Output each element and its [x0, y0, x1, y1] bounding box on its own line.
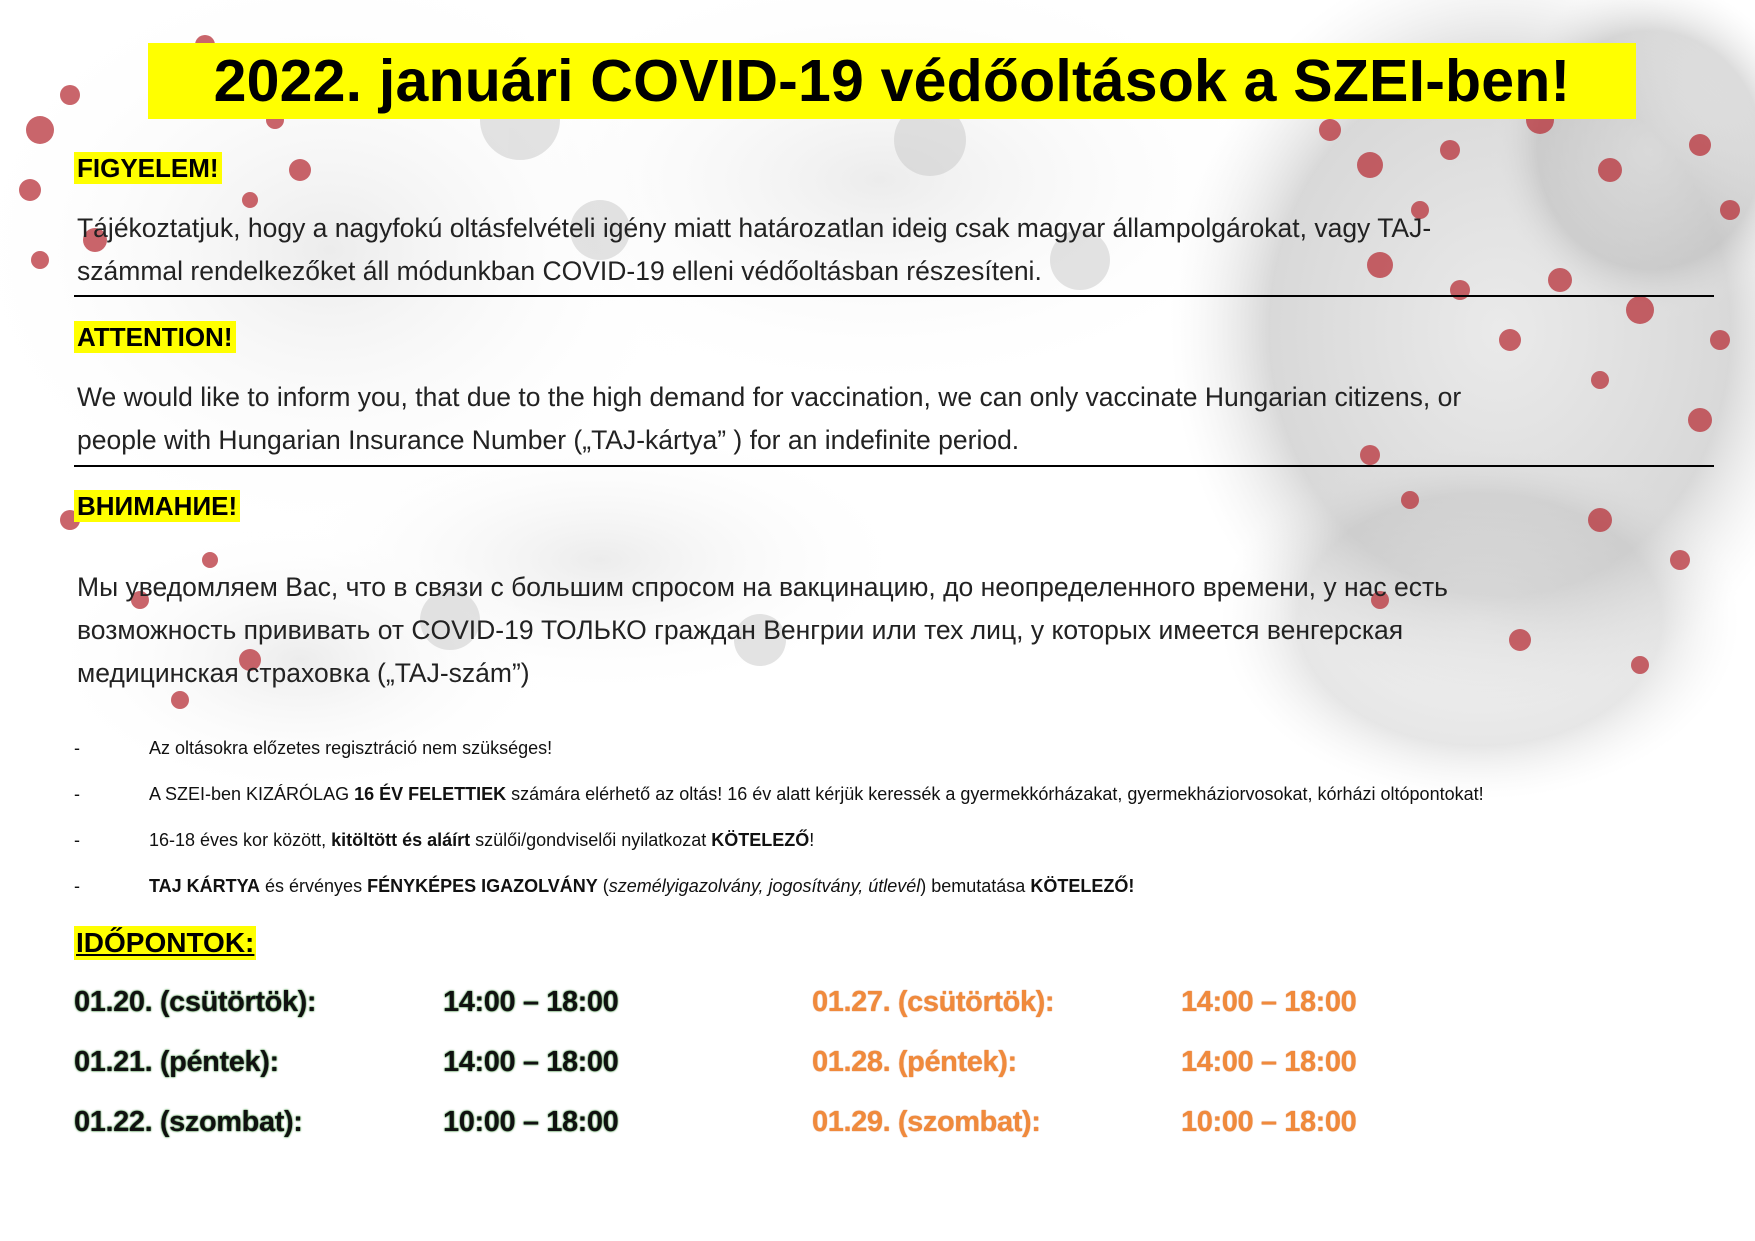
russian-line-1: Мы уведомляем Вас, что в связи с большим спросом на вакцинацию, до неопределенного времени, у нас есть	[77, 572, 1448, 602]
russian-line-2: возможность прививать от COVID-19 ТОЛЬКО граждан Венгрии или тех лиц, у которых имеется венгерская	[77, 615, 1404, 645]
list-item: - TAJ KÁRTYA és érvényes FÉNYKÉPES IGAZOLVÁNY (személyigazolvány, jogosítvány, útlevél) bemutatása KÖTELEZŐ!	[74, 876, 1135, 896]
schedule-day: 01.22. (szombat):	[74, 1106, 303, 1138]
schedule-day: 01.29. (szombat):	[812, 1106, 1041, 1138]
english-notice	[77, 376, 1717, 462]
schedule-day: 01.27. (csütörtök):	[812, 986, 1055, 1018]
list-item: - Az oltásokra előzetes regisztráció nem szükséges!	[74, 738, 553, 758]
schedule-time: 14:00 – 18:00	[443, 986, 619, 1018]
hungarian-heading: FIGYELEM!	[74, 152, 222, 184]
schedule-day: 01.20. (csütörtök):	[74, 986, 317, 1018]
hungarian-notice	[77, 207, 1717, 293]
russian-notice	[77, 566, 1717, 695]
list-item: - A SZEI-ben KIZÁRÓLAG 16 ÉV FELETTIEK számára elérhető az oltás! 16 év alatt kérjük keressék a gyermekkórházakat, gyermekháziorvosokat, kórházi oltópontokat!	[74, 784, 1484, 804]
page-title: 2022. januári COVID-19 védőoltások a SZEI-ben!	[148, 43, 1636, 119]
english-line-2: people with Hungarian Insurance Number („TAJ-kártya” ) for an indefinite period.	[77, 425, 1020, 455]
schedule-day: 01.21. (péntek):	[74, 1046, 279, 1078]
english-line-1: We would like to inform you, that due to the high demand for vaccination, we can only vaccinate Hungarian citizens, or	[77, 382, 1462, 412]
english-heading: ATTENTION!	[74, 321, 236, 353]
russian-heading: ВНИМАНИЕ!	[74, 490, 240, 522]
divider	[74, 465, 1714, 467]
schedule-time: 14:00 – 18:00	[1181, 1046, 1357, 1078]
divider	[74, 295, 1714, 297]
hungarian-line-1: Tájékoztatjuk, hogy a nagyfokú oltásfelvételi igény miatt határozatlan ideig csak magyar állampolgárokat, vagy TAJ-	[77, 213, 1432, 243]
schedule-time: 10:00 – 18:00	[443, 1106, 619, 1138]
hungarian-line-2: számmal rendelkezőket áll módunkban COVID-19 elleni védőoltásban részesíteni.	[77, 256, 1042, 286]
schedule-time: 14:00 – 18:00	[443, 1046, 619, 1078]
schedule-time: 10:00 – 18:00	[1181, 1106, 1357, 1138]
list-item: - 16-18 éves kor között, kitöltött és aláírt szülői/gondviselői nyilatkozat KÖTELEZŐ!	[74, 830, 815, 850]
russian-line-3: медицинская страховка („TAJ-szám”)	[77, 658, 530, 688]
schedule-heading: IDŐPONTOK:	[76, 927, 255, 958]
schedule-time: 14:00 – 18:00	[1181, 986, 1357, 1018]
schedule-day: 01.28. (péntek):	[812, 1046, 1017, 1078]
